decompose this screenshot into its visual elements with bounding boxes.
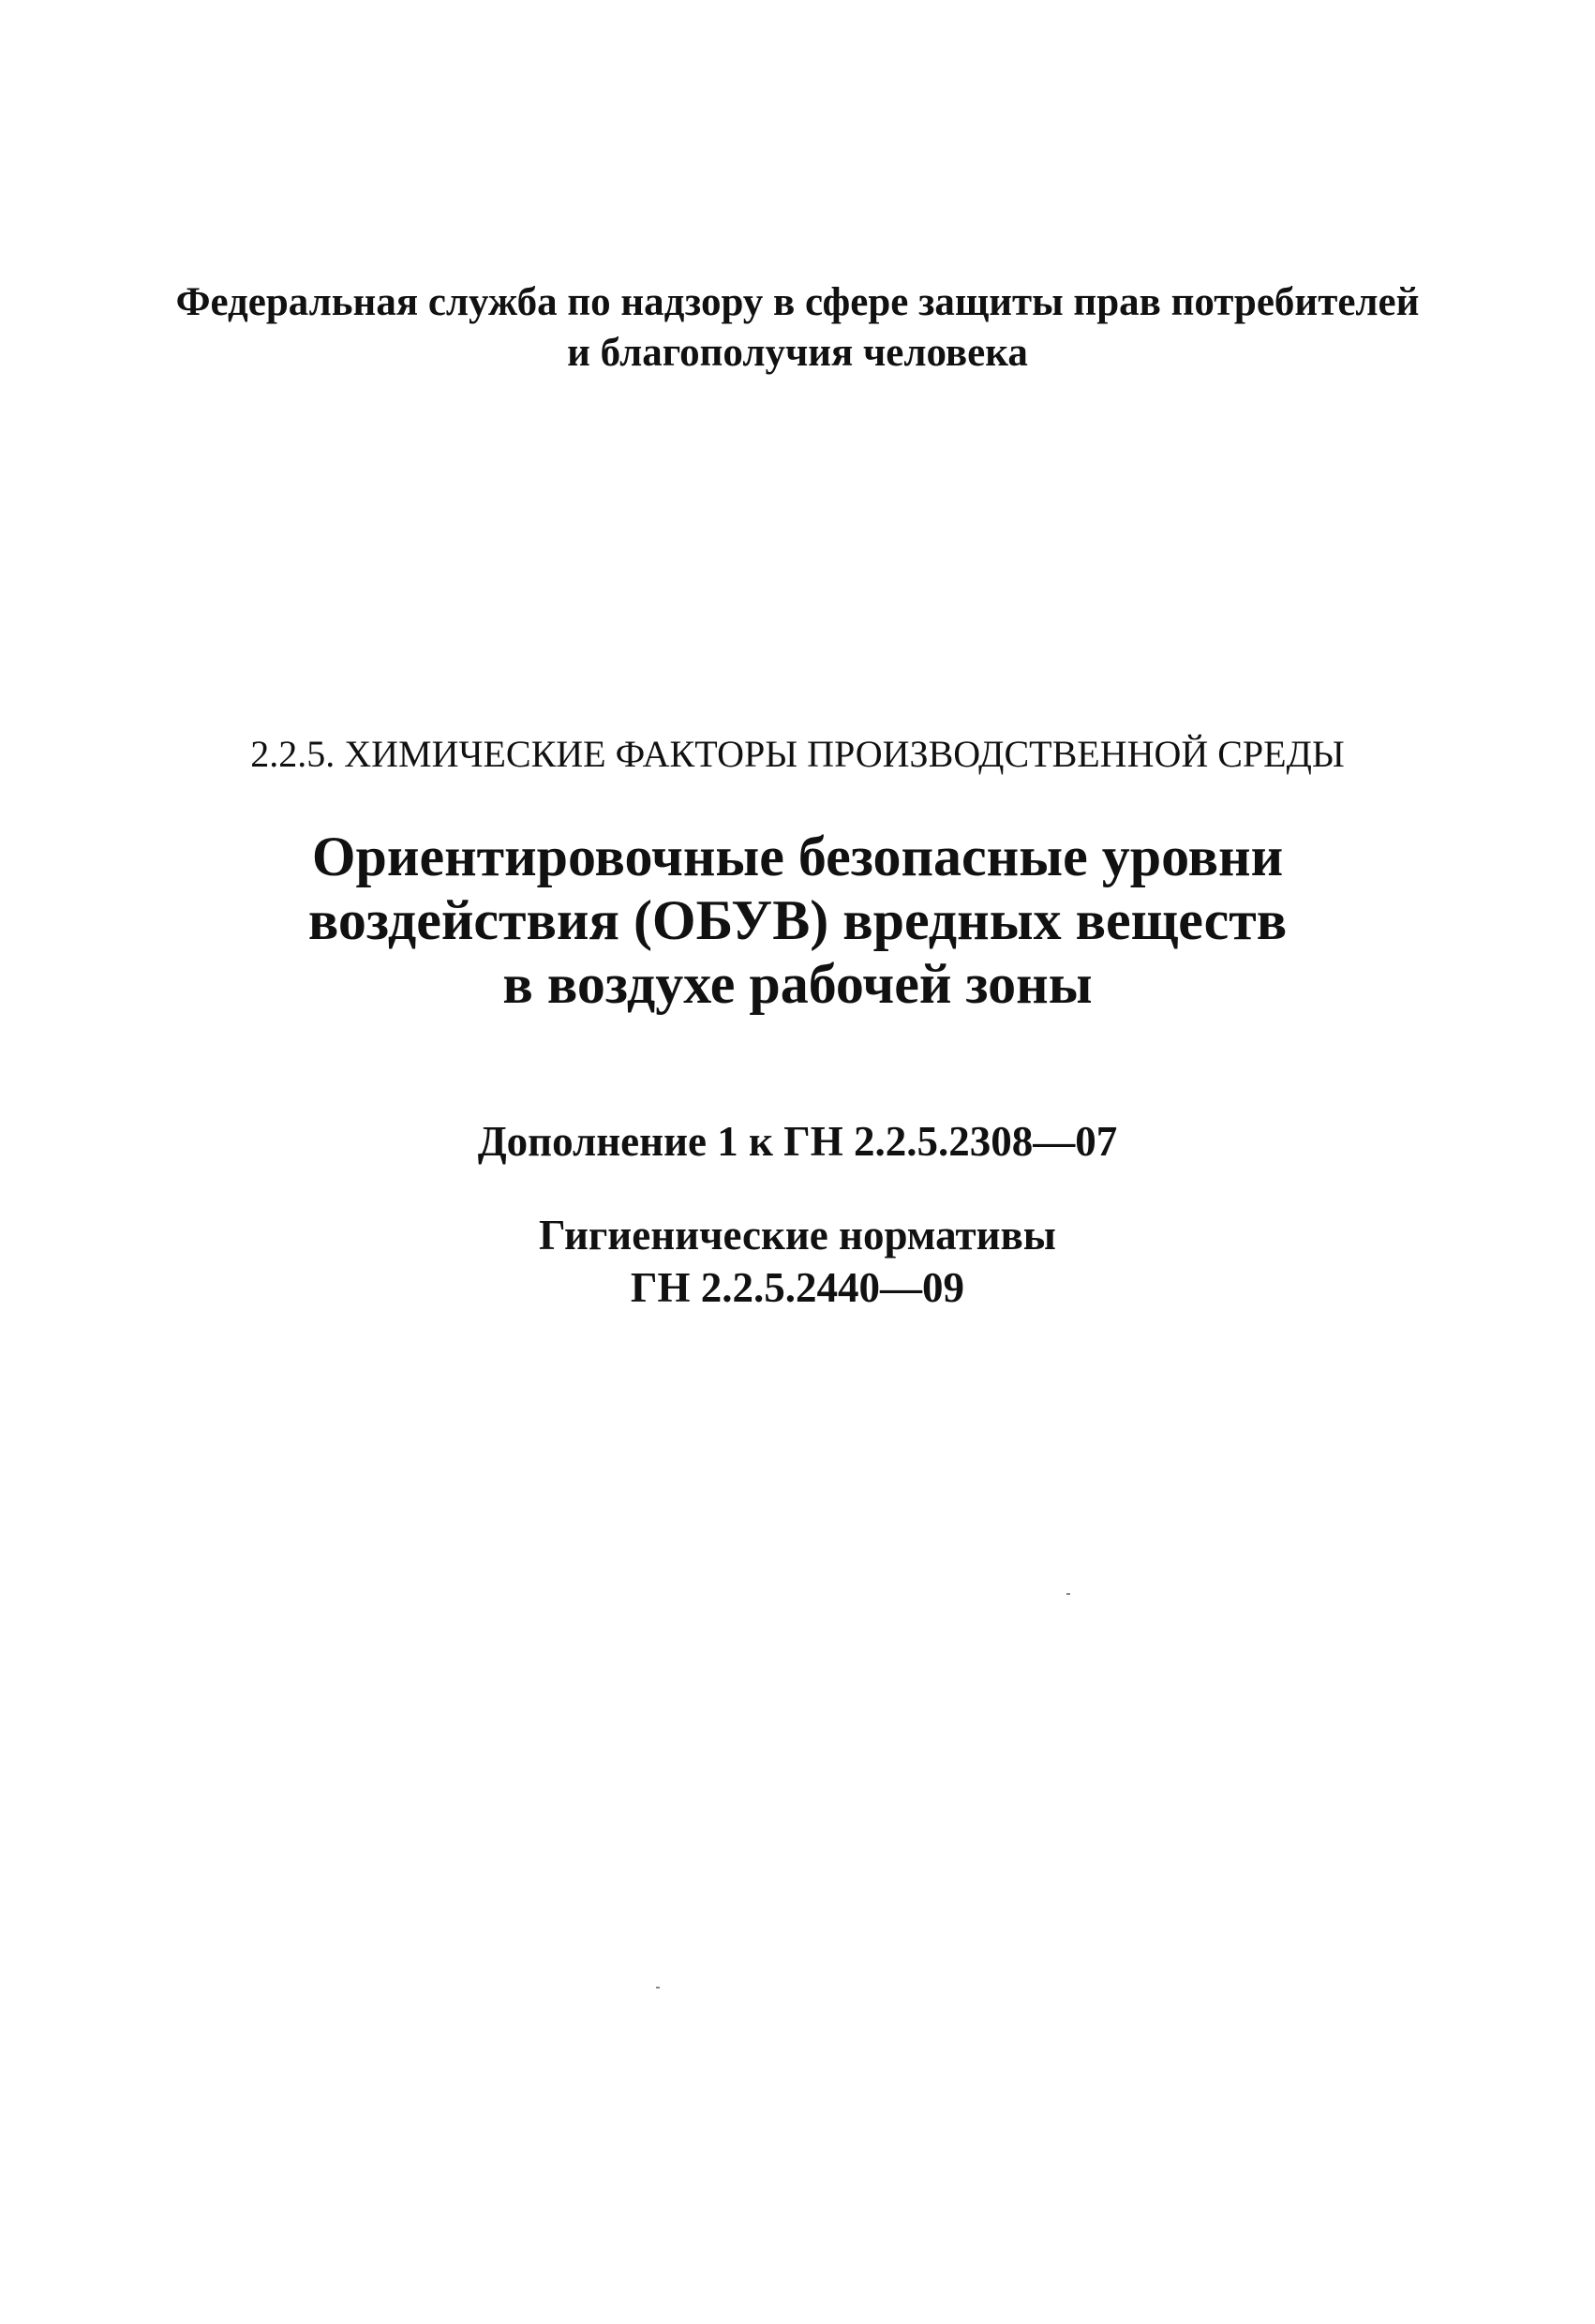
agency-line-1: Федеральная служба по надзору в сфере защиты прав потребителей [175,280,1420,324]
document-title [0,825,1595,1016]
title-line-1: Ориентировочные безопасные уровни [311,826,1284,887]
title-line-3: в воздухе рабочей зоны [502,953,1093,1015]
agency-line-2: и благополучия человека [567,331,1028,375]
title-line-2: воздействия (ОБУВ) вредных веществ [307,889,1288,951]
issuing-agency [0,277,1595,379]
hygienic-norms [0,1209,1595,1314]
section-heading: 2.2.5. ХИМИЧЕСКИЕ ФАКТОРЫ ПРОИЗВОДСТВЕННОЙ СРЕДЫ [250,733,1345,775]
norms-line-1: Гигиенические нормативы [539,1212,1056,1259]
norms-line-2: ГН 2.2.5.2440—09 [630,1264,965,1311]
scan-speck [656,1987,660,1989]
scan-speck [1066,1593,1070,1595]
supplement-reference: Дополнение 1 к ГН 2.2.5.2308—07 [477,1118,1118,1165]
